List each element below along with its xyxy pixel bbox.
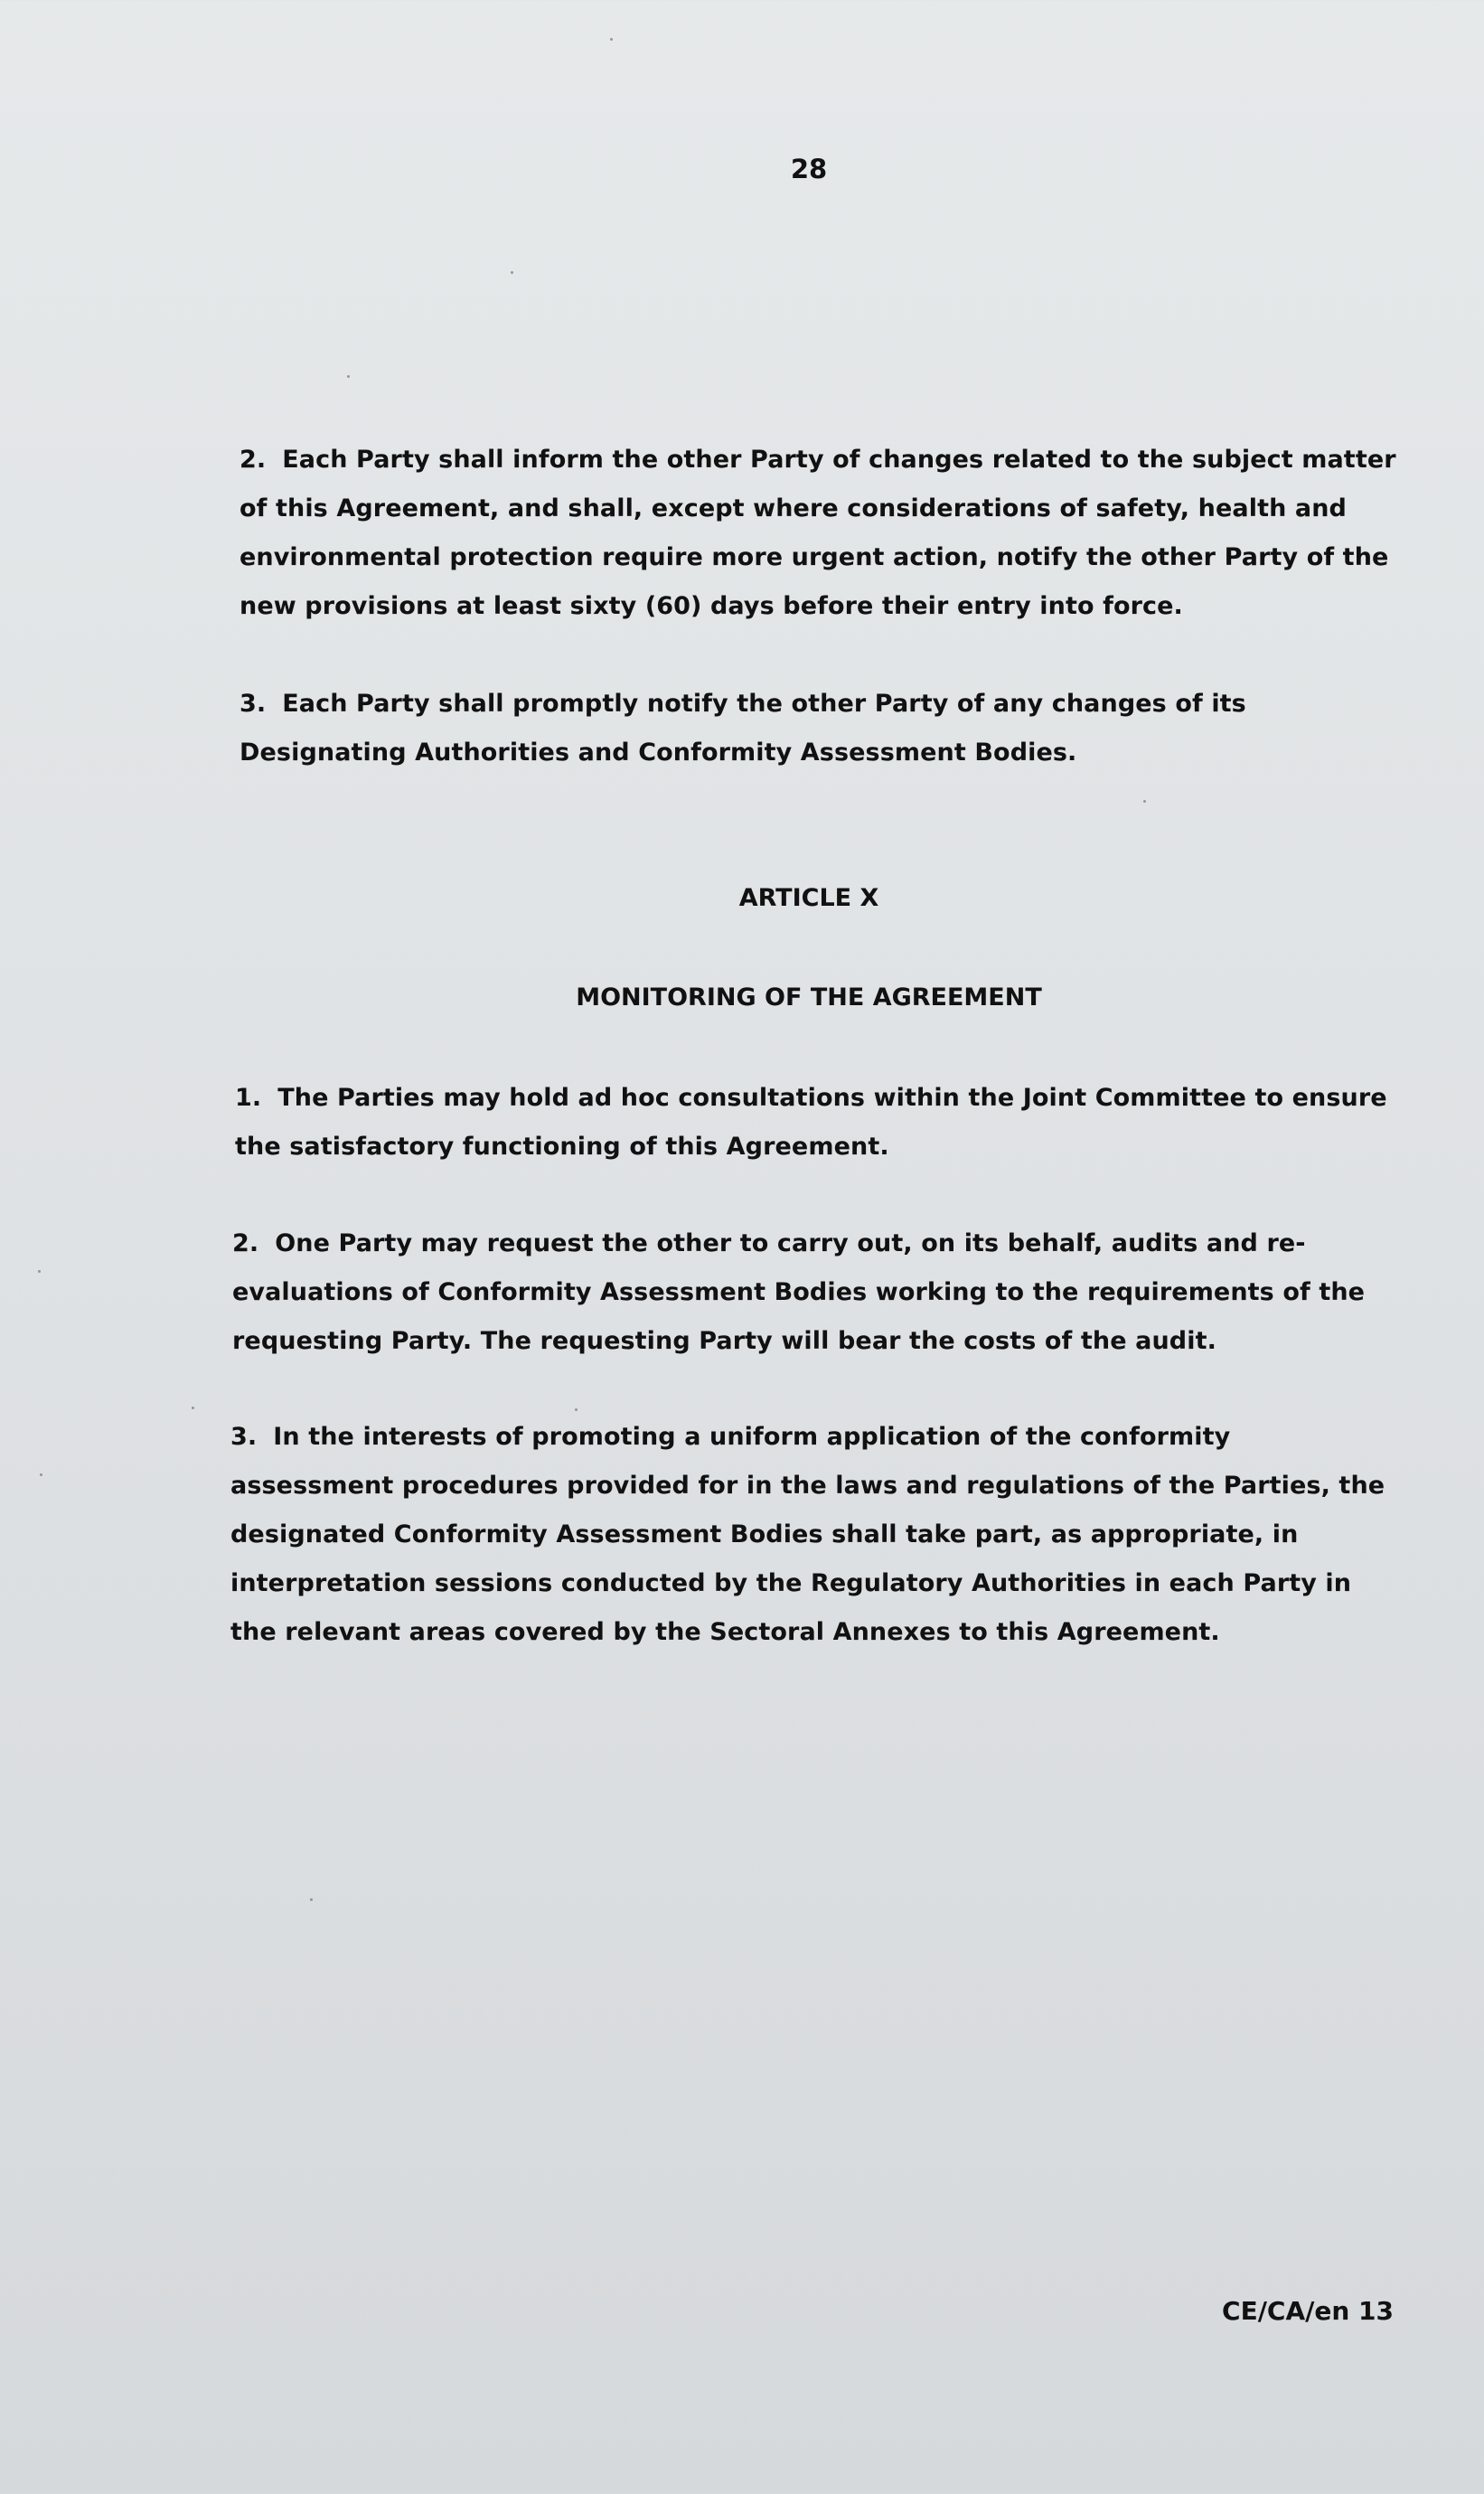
scan-speck: [575, 1408, 578, 1411]
scan-speck: [192, 1407, 194, 1409]
paragraph-number: 1.: [235, 1084, 262, 1112]
paragraph-3-notify: [240, 680, 1405, 777]
article-paragraph-2: [232, 1219, 1398, 1366]
paragraph-text: The Parties may hold ad hoc consultations within the Joint Committee to ensure the satisfactory functioning of this Agreement.: [235, 1084, 1387, 1161]
article-title: MONITORING OF THE AGREEMENT: [576, 983, 1042, 1012]
paragraph-number: 2.: [232, 1229, 259, 1257]
article-paragraph-1: [235, 1074, 1401, 1172]
scan-speck: [347, 375, 350, 378]
scan-speck: [610, 38, 613, 41]
paragraph-text: Each Party shall promptly notify the other Party of any changes of its Designating Authorities and Conformity Assessment Bodies.: [240, 690, 1246, 767]
scan-speck: [310, 1898, 313, 1901]
article-paragraph-3: [230, 1413, 1396, 1657]
page-number: 28: [790, 154, 828, 184]
scan-speck: [40, 1473, 42, 1476]
paragraph-text: Each Party shall inform the other Party of changes related to the subject matter of this Agreement, and shall, except where considerations of safety, health and environmental protection require more urgent action, notify the other Party of the new provisions at least sixty (60) days before their entry into force.: [240, 446, 1396, 620]
scan-speck: [38, 1270, 41, 1273]
paragraph-2-changes: [240, 436, 1405, 631]
paragraph-text: In the interests of promoting a uniform application of the conformity assessment procedures provided for in the laws and regulations of the Parties, the designated Conformity Assessment Bodies shall take part, as appropriate, in interpretation sessions conducted by the Regulatory Authorities in each Party in the relevant areas covered by the Sectoral Annexes to this Agreement.: [230, 1423, 1385, 1646]
scan-speck: [1143, 800, 1146, 803]
article-heading: ARTICLE X: [738, 884, 879, 912]
paragraph-number: 2.: [240, 446, 267, 474]
paragraph-text: One Party may request the other to carry out, on its behalf, audits and re-evaluations of Conformity Assessment Bodies working to the requirements of the requesting Party. The requesting Party will bear the costs of the audit.: [232, 1229, 1366, 1355]
document-reference: CE/CA/en 13: [1222, 2296, 1394, 2326]
paragraph-number: 3.: [240, 690, 267, 718]
scan-speck: [511, 271, 513, 274]
paragraph-number: 3.: [230, 1423, 258, 1451]
